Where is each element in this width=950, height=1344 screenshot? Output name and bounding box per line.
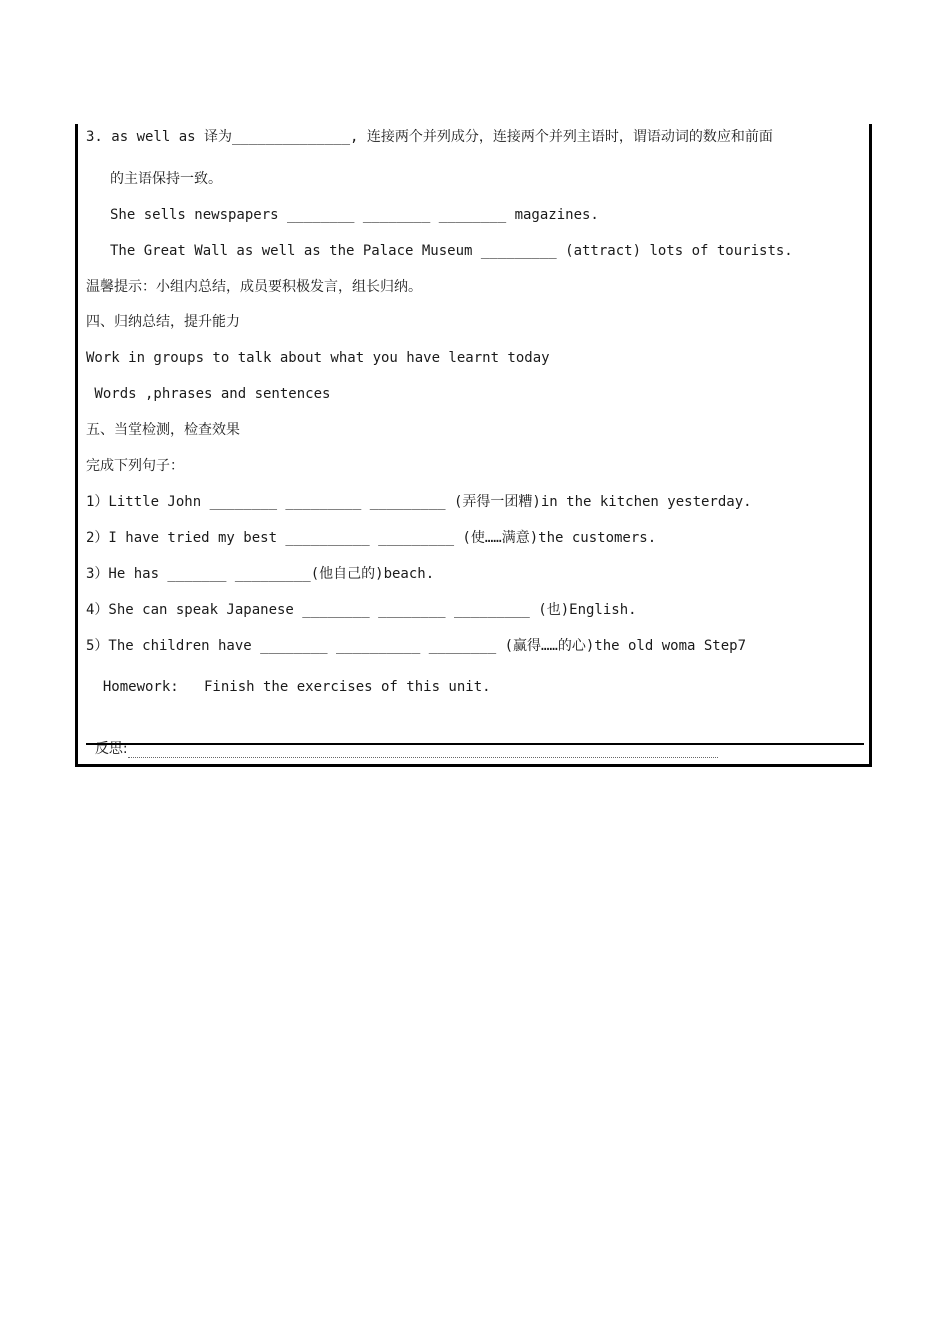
reflection-label: 反思: — [94, 741, 128, 757]
section5-heading: 五、当堂检测，检查效果 — [86, 422, 240, 438]
item3-line1: 3. as well as 译为______________, 连接两个并列成分，连接两个并列主语时，谓语动词的数应和前面 — [86, 129, 773, 145]
exercise-item: 2）I have tried my best __________ _________ (使……满意)the customers. — [86, 530, 657, 546]
reflection-blank — [128, 756, 718, 758]
section4-line1: Work in groups to talk about what you have learnt today — [86, 350, 550, 366]
section4-heading: 四、归纳总结，提升能力 — [86, 314, 240, 330]
item3-line2: 的主语保持一致。 — [110, 171, 222, 187]
homework-line: Homework: Finish the exercises of this unit. — [86, 679, 491, 695]
bottom-rule — [86, 743, 864, 745]
exercise-item: 1）Little John ________ _________ _________ (弄得一团糟)in the kitchen yesterday. — [86, 494, 752, 510]
section5-instruction: 完成下列句子： — [86, 458, 184, 474]
exercise-item: 5）The children have ________ __________ ________ (赢得……的心)the old woma Step7 — [86, 638, 747, 654]
section4-line2: Words ,phrases and sentences — [86, 386, 331, 402]
tip-text: 温馨提示：小组内总结，成员要积极发言，组长归纳。 — [86, 279, 422, 295]
reflection-row — [86, 722, 718, 758]
exercise-item: 4）She can speak Japanese ________ ________ _________ (也)English. — [86, 602, 637, 618]
item3-example1: She sells newspapers ________ ________ ________ magazines. — [110, 207, 599, 223]
exercise-item: 3）He has _______ _________(他自己的)beach. — [86, 566, 435, 582]
item3-example2: The Great Wall as well as the Palace Museum _________ (attract) lots of tourists. — [110, 243, 793, 259]
